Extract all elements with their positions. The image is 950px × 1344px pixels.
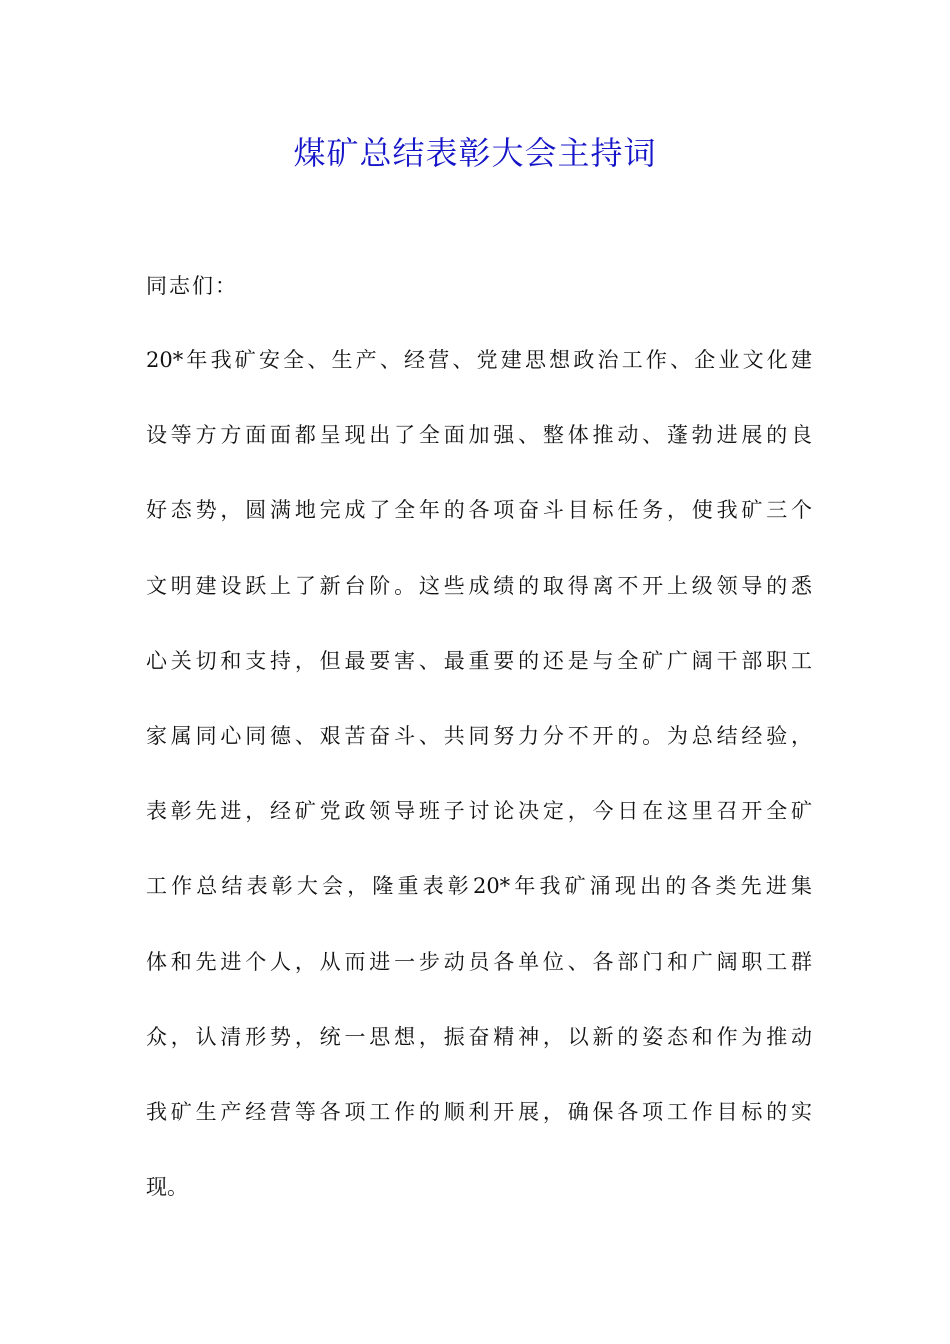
salutation: 同志们： (146, 274, 238, 298)
paragraph-line: 设等方方面面都呈现出了全面加强、整体推动、蓬勃进展的良 (146, 423, 812, 448)
body-paragraph (146, 340, 812, 1242)
paragraph-line: 心关切和支持，但最要害、最重要的还是与全矿广阔干部职工 (146, 648, 812, 673)
paragraph-line: 文明建设跃上了新台阶。这些成绩的取得离不开上级领导的悉 (146, 573, 812, 598)
paragraph-line: 好态势，圆满地完成了全年的各项奋斗目标任务，使我矿三个 (146, 498, 812, 523)
document-title: 煤矿总结表彰大会主持词 (293, 134, 657, 172)
paragraph-line: 工作总结表彰大会，隆重表彰20*年我矿涌现出的各类先进集 (146, 874, 812, 899)
paragraph-line: 家属同心同德、艰苦奋斗、共同努力分不开的。为总结经验， (146, 723, 812, 748)
paragraph-line: 现。 (146, 1175, 188, 1200)
paragraph-line: 表彰先进，经矿党政领导班子讨论决定，今日在这里召开全矿 (146, 799, 812, 824)
paragraph-line: 我矿生产经营等各项工作的顺利开展，确保各项工作目标的实 (146, 1099, 812, 1124)
paragraph-line: 众，认清形势，统一思想，振奋精神，以新的姿态和作为推动 (146, 1024, 812, 1049)
paragraph-line: 体和先进个人，从而进一步动员各单位、各部门和广阔职工群 (146, 949, 812, 974)
paragraph-line: 20*年我矿安全、生产、经营、党建思想政治工作、企业文化建 (146, 348, 812, 372)
